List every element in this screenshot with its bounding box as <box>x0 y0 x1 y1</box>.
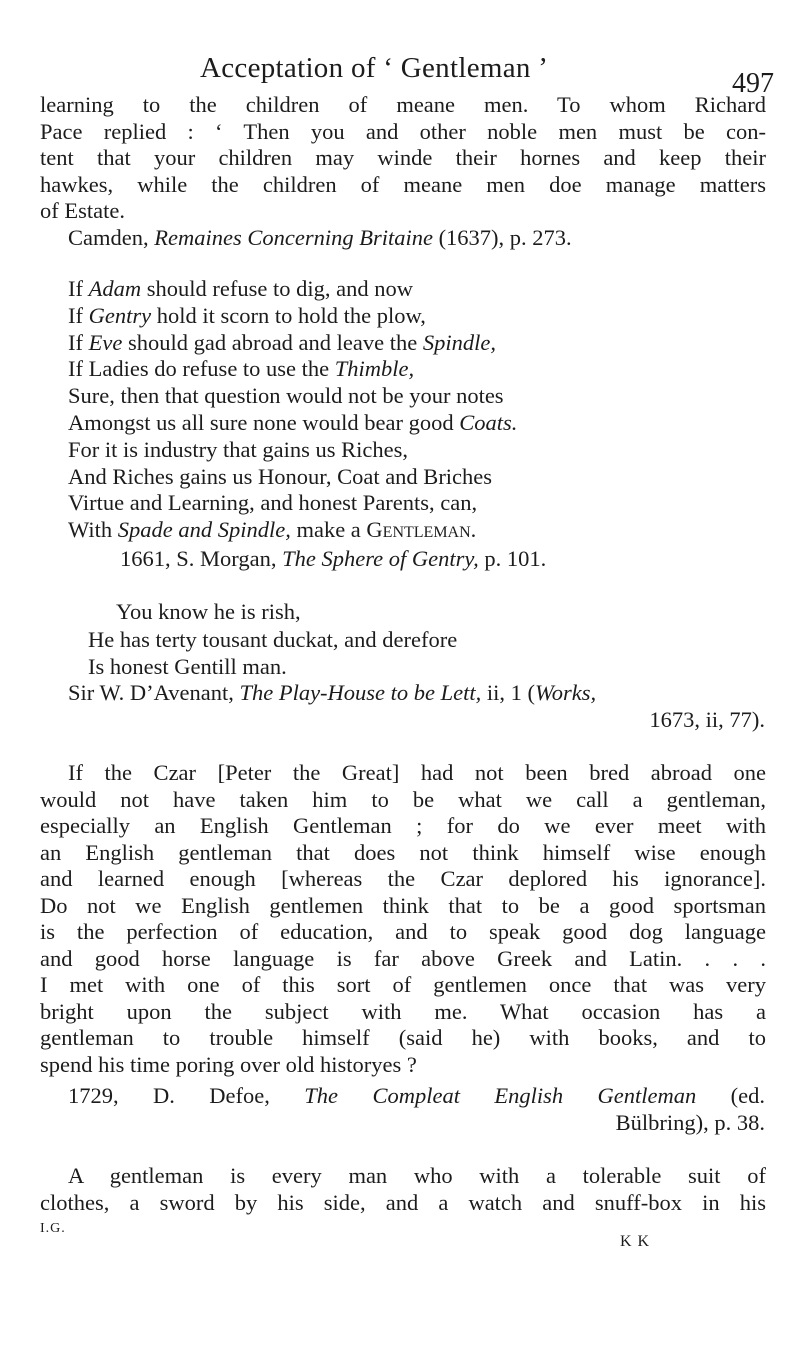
citation-author: Sir W. D’Avenant, <box>68 680 240 705</box>
text-line: and good horse language is far above Greek and Latin. . . . <box>40 945 766 971</box>
citation-detail: 1673, ii, 77). <box>649 706 765 732</box>
text-line: and learned enough [whereas the Czar deplored his ignorance]. <box>40 866 766 891</box>
verse-line: Amongst us all sure none would bear good Coats. <box>68 409 518 435</box>
verse-line: Virtue and Learning, and honest Parents, can, <box>68 490 478 516</box>
text-line: learning to the children of meane men. To whom Richard <box>40 92 766 117</box>
text-line: of Estate. <box>40 198 125 223</box>
signature-right: K K <box>620 1233 651 1250</box>
text-line: clothes, a sword by his side, and a watch and snuff-box in his <box>40 1189 766 1215</box>
citation-author: Camden, <box>68 225 155 250</box>
defoe-citation <box>68 1083 765 1136</box>
text-line: If the Czar [Peter the Great] had not been bred abroad one <box>68 760 766 785</box>
davenant-verse <box>88 598 457 681</box>
defoe-quote <box>40 760 766 1078</box>
text-line: A gentleman is every man who with a tolerable suit of <box>68 1163 766 1188</box>
page-number: 497 <box>732 68 774 99</box>
verse-line: If Ladies do refuse to use the Thimble, <box>68 356 415 382</box>
text-line: bright upon the subject with me. What occasion has a <box>40 998 766 1024</box>
verse-line: Sure, then that question would not be your notes <box>68 383 504 409</box>
text-line: spend his time poring over old historyes ? <box>40 1051 417 1077</box>
text-line: is the perfection of education, and to speak good dog language <box>40 919 766 944</box>
verse-line: If Eve should gad abroad and leave the Spindle, <box>68 329 496 355</box>
davenant-citation <box>68 680 765 733</box>
text-line: gentleman to trouble himself (said he) with books, and to <box>40 1025 766 1050</box>
camden-citation <box>68 225 572 252</box>
verse-line: He has terty tousant duckat, and derefore <box>88 626 458 652</box>
text-line: especially an English Gentleman ; for do we ever meet with <box>40 813 766 838</box>
citation-detail: (1637), p. 273. <box>432 225 572 250</box>
verse-line: You know he is rish, <box>116 599 301 624</box>
text-line: Do not we English gentlemen think that to be a good sportsman <box>40 892 766 918</box>
citation-detail: p. 101. <box>478 546 547 571</box>
citation-title: The Play-House to be Lett, <box>239 680 482 705</box>
camden-quote <box>40 92 766 225</box>
morgan-verse <box>68 276 517 544</box>
citation-title: The Sphere of Gentry, <box>282 546 479 571</box>
text-line: Pace replied : ‘ Then you and other noble men must be con- <box>40 118 766 144</box>
citation-title: The Compleat English Gentleman <box>304 1083 697 1108</box>
running-title: Acceptation of ‘ Gentleman ’ <box>200 52 549 84</box>
verse-line: With Spade and Spindle, make a Gentleman. <box>68 517 477 543</box>
citation-detail: Bülbring), p. 38. <box>615 1109 765 1135</box>
verse-line: If Gentry hold it scorn to hold the plow, <box>68 302 426 328</box>
verse-line: For it is industry that gains us Riches, <box>68 436 408 462</box>
citation-works: Works, <box>535 680 597 705</box>
verse-line: Is honest Gentill man. <box>88 654 287 679</box>
signature-left: I.G. <box>40 1221 66 1236</box>
verse-line: If Adam should refuse to dig, and now <box>68 276 413 301</box>
morgan-citation <box>120 546 546 573</box>
citation-detail: (ed. <box>696 1083 765 1108</box>
citation-author: 1661, S. Morgan, <box>120 546 283 571</box>
final-paragraph <box>40 1163 766 1216</box>
text-line: would not have taken him to be what we call a gentleman, <box>40 786 766 812</box>
citation-title: Remaines Concerning Britaine <box>154 225 433 250</box>
text-line: hawkes, while the children of meane men doe manage matters <box>40 171 766 197</box>
citation-author: 1729, D. Defoe, <box>68 1083 305 1108</box>
text-line: tent that your children may winde their hornes and keep their <box>40 145 766 170</box>
text-line: an English gentleman that does not think himself wise enough <box>40 839 766 865</box>
verse-line: And Riches gains us Honour, Coat and Briches <box>68 463 493 489</box>
text-line: I met with one of this sort of gentlemen once that was very <box>40 972 766 997</box>
citation-detail: ii, 1 ( <box>481 680 536 705</box>
